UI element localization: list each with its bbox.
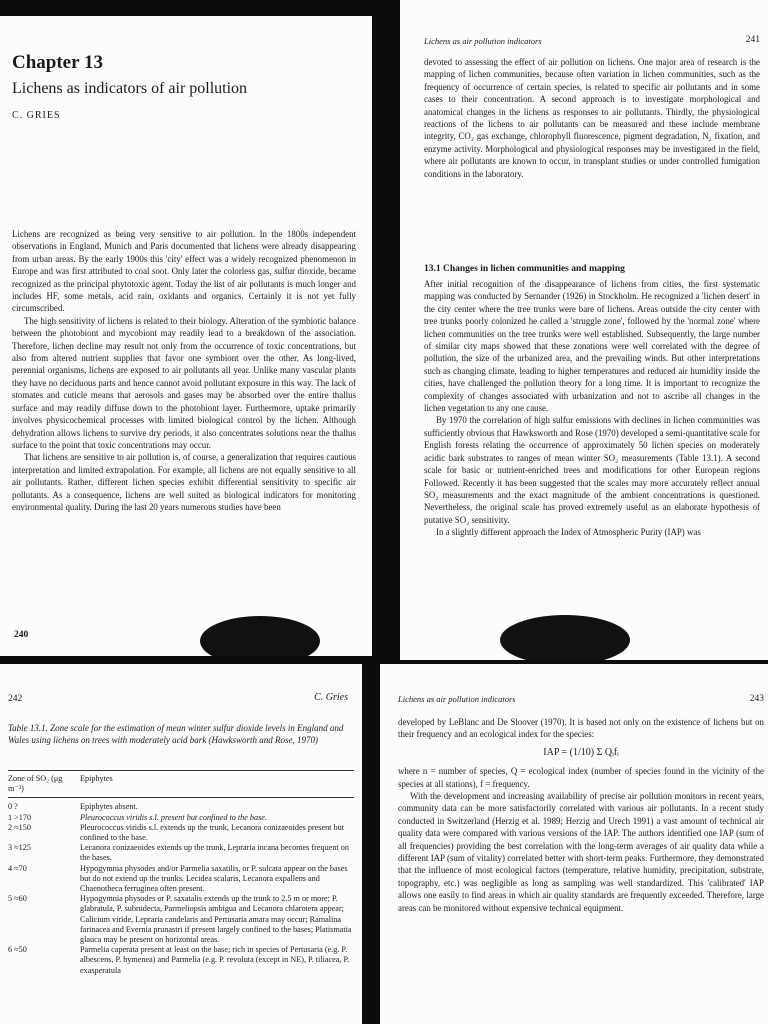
page-241 xyxy=(400,0,768,660)
paragraph: developed by LeBlanc and De Sloover (1970). It is based not only on the existence of lichens but on their frequency and an ecological index for the species: xyxy=(398,717,764,740)
zone-cell: 6 ≈50 xyxy=(8,945,27,955)
chapter-title: Lichens as indicators of air pollution xyxy=(12,80,248,97)
zone-table-grid xyxy=(8,771,354,976)
page-number: 240 xyxy=(14,630,29,640)
table-row xyxy=(8,843,354,863)
section-body xyxy=(424,278,760,539)
zone-cell: 3 ≈125 xyxy=(8,843,31,853)
zone-cell: 0 ? xyxy=(8,802,18,812)
page-body xyxy=(398,716,764,914)
table-row xyxy=(8,798,354,813)
epiphytes-cell: Hypogymnia physodes and/or Parmelia saxatilis, or P. sulcata appear on the bases but do not extend up the trunks. Lecidea scalaris, Lecanora expallens and Chaenotheca ferruginea often present. xyxy=(80,863,348,894)
running-head: Lichens as air pollution indicators xyxy=(424,36,542,46)
table-row xyxy=(8,945,354,976)
epiphytes-cell: Lecanora conizaeoides extends up the trunk, Lepraria incana becomes frequent on the bases. xyxy=(80,843,349,863)
table-row xyxy=(8,823,354,843)
page-243 xyxy=(380,664,768,1024)
page-242 xyxy=(0,664,362,1024)
paragraph: By 1970 the correlation of high sulfur emissions with declines in lichen communities was sufficiently obvious that Hawksworth and Rose (1970) developed a semi-quantitative scale for English forests relating the occurrence of approximately 50 lichen species on moderately acidic bark substrates to ranges of mean winter SO₂ measurements (Table 13.1). A second scale for basic or nutrient-enriched trees and modifications for other European regions Followed. Recently it has been suggested that the scales may more accurately reflect annual SO₂ measurements and the exact magnitude of the ambient concentrations is questioned. Nevertheless, the original scale has proved extremely useful as an elaborate hypothesis of putative SO₂ sensitivity. xyxy=(424,415,760,525)
table-row xyxy=(8,813,354,823)
page-number: 243 xyxy=(749,694,764,704)
scan-smudge xyxy=(500,615,630,660)
zone-cell: 4 ≈70 xyxy=(8,863,27,873)
zone-cell: 2 ≈150 xyxy=(8,822,31,832)
scan-gutter-bottom xyxy=(360,660,382,1024)
paragraph: devoted to assessing the effect of air pollution on lichens. One major area of research is the mapping of lichen communities, because often variation in lichen communities, such as the frequency of occurrence of certain species, is related to specific air pollutants and in some cases to their concentration. A second approach is to investigate morphological and anatomical changes in the lichens as responses to air pollutants. Thirdly, the physiological reactions of the lichens to air pollutants can be measured and these include membrane integrity, CO₂ gas exchange, chlorophyll fluorescence, pigment degradation, N₂ fixation, and enzyme activity. Morphological and physiological responses may be investigated in the field, where air pollutants are known to occur, in transplant studies or under controlled fumigation conditions in the laboratory. xyxy=(424,57,760,179)
paragraph: where n = number of species, Q = ecological index (number of species found in the vicinity of the species at all stations), f = frequency. xyxy=(398,766,764,789)
epiphytes-cell: Pleurococcus viridis s.l. extends up the trunk, Lecanora conizaeoides present but confined to the base. xyxy=(80,822,344,843)
iap-equation: IAP = (1/10) Σ Qᵢfᵢ xyxy=(543,746,619,758)
paragraph: Lichens are recognized as being very sensitive to air pollution. In the 1800s independent observations in England, Munich and Paris documented that lichens were already disappearing from urban areas. By the early 1900s this 'city' effect was a widely recognized phenomenon in Europe and was first attributed to coal soot. Only later the colorless gas, sulfur dioxide, became recognized as the principal phytotoxic agent. Today the list of air pollutants is much longer and includes HF, some metals, acid rain, oxidants and organics. Certainly it is not yet fully circumscribed. xyxy=(12,229,356,314)
table-header-row xyxy=(8,771,354,798)
section-heading: 13.1 Changes in lichen communities and mapping xyxy=(424,264,625,274)
table-row xyxy=(8,864,354,895)
zone-cell: 5 ≈60 xyxy=(8,894,27,904)
page-number: 241 xyxy=(745,35,760,45)
epiphytes-cell: Pleurococcus viridis s.l. present but confined to the base. xyxy=(80,812,267,822)
page-body-top xyxy=(424,56,760,180)
table-row xyxy=(8,894,354,945)
column-header-epiphytes: Epiphytes xyxy=(80,774,113,783)
page-240 xyxy=(0,16,372,656)
page-number: 242 xyxy=(8,694,23,704)
scan-smudge xyxy=(200,616,320,656)
paragraph: That lichens are sensitive to air pollution is, of course, a generalization that requires cautious interpretation and limited extrapolation. For example, all lichens are not equally sensitive to all air pollutants. Rather, different lichen species exhibit differential sensitivity to specific air pollutants. As a consequence, lichens are well suited as biological indicators for monitoring environmental quality. During the last 20 years numerous studies have been xyxy=(12,452,356,512)
chapter-number: Chapter 13 xyxy=(12,52,103,73)
paragraph: The high sensitivity of lichens is related to their biology. Alteration of the symbiotic balance between the photobiont and mycobiont may readily lead to a breakdown of the association. Therefore, lichen decline may result not only from the occurrence of toxic concentrations, but also from altered nutrient supplies that favor one symbiont over the other. As long-lived, perennial organisms, lichens are exposed to air pollutants all year. Unlike many vascular plants they have no deciduous parts and hence cannot avoid pollutant exposure in this way. The lack of stomates and cuticle means that aerosols and gases may be absorbed over the entire thallus surface and may readily diffuse down to the photobiont layer. Furthermore, uptake primarily involves physicochemical processes with limited biological control by the lichen. Although dehydration allows lichens to survive dry periods, it also concentrates solutions near the thallus surface to the point that toxic concentrations may occur. xyxy=(12,315,356,450)
zone-table xyxy=(8,770,354,976)
scan-gutter-top xyxy=(368,0,404,664)
chapter-author: C. GRIES xyxy=(12,110,61,121)
column-header-zone: Zone of SO₂ (μg m⁻³) xyxy=(8,774,63,794)
table-caption: Table 13.1. Zone scale for the estimation of mean winter sulfur dioxide levels in England and Wales using lichens on trees with moderately acid bark (Hawksworth and Rose, 1970) xyxy=(8,723,344,745)
chapter-body xyxy=(12,228,356,513)
running-head: C. Gries xyxy=(314,692,348,703)
epiphytes-cell: Parmelia caperata present at least on the base; rich in species of Pertusaria (e.g. P. albescens, P. hymenea) and Parmelia (e.g. P. revoluta (except in NE), P. tiliacea, P. exasperatula xyxy=(80,945,350,975)
epiphytes-cell: Epiphytes absent. xyxy=(80,802,138,812)
paragraph: In a slightly different approach the Index of Atmospheric Purity (IAP) was xyxy=(436,527,701,538)
paragraph: With the development and increasing availability of precise air pollution monitors in recent years, community data can be more satisfactorily correlated with various air pollutants. In a recent study conducted in Switzerland (Herzig et al. 1989; Herzig and Urech 1991) a vast amount of technical air quality data were compared with various versions of the IAP. The authors identified one IAP (sum of all frequencies) providing the best correlation with the long-term averages of air quality data while a different IAP (sum of vitality) correlated better with short-term peaks. Furthermore, they demonstrated that the influence of most ecological factors (temperature, relative humidity, precipitation, substrate, topography, etc.) was negligible as long as sampling was well standardized. This 'calibrated' IAP allows one easily to find areas in which air quality standards are frequently exceeded. Therefore, large areas can be monitored without expensive technical equipment. xyxy=(398,791,764,913)
zone-cell: 1 >170 xyxy=(8,812,32,822)
running-head: Lichens as air pollution indicators xyxy=(398,694,516,704)
epiphytes-cell: Hypogymnia physodes or P. saxatalis extends up the trunk to 2.5 m or more; P. glabratula, P. subrudecta, Parmeliopsis ambigua and Lecanora chlarotera appear; Calicium viride, Lepraria candelaris and Pertusaria amara may occur; Ramalina farinacea and Evernia prunastri if present largely confined to the bases; Platismatia glauca may be present on horizontal areas. xyxy=(80,894,352,945)
paragraph: After initial recognition of the disappearance of lichens from cities, the first systematic mapping was conducted by Sernander (1926) in Stockholm. He recognized a 'lichen desert' in the city center where the tree trunks were bare of lichens. Areas outside the city center with tree trunks poorly colonized he called a 'struggle zone', followed by the 'normal zone' where lichen communities on the tree trunks were well established. Subsequently, the large number of similar city maps showed that these zonations were well correlated with the degree of pollution, the size of the urbanized area, and the prevailing winds. But other interpretations such as changing climate, leading to higher temperatures and reduced air humidity inside the cities, have challenged the pollution theory for a long time. It is important to recognize the complexity of changes associated with urbanization and not to ascribe all changes in the lichen vegetation to any one cause. xyxy=(424,279,760,414)
